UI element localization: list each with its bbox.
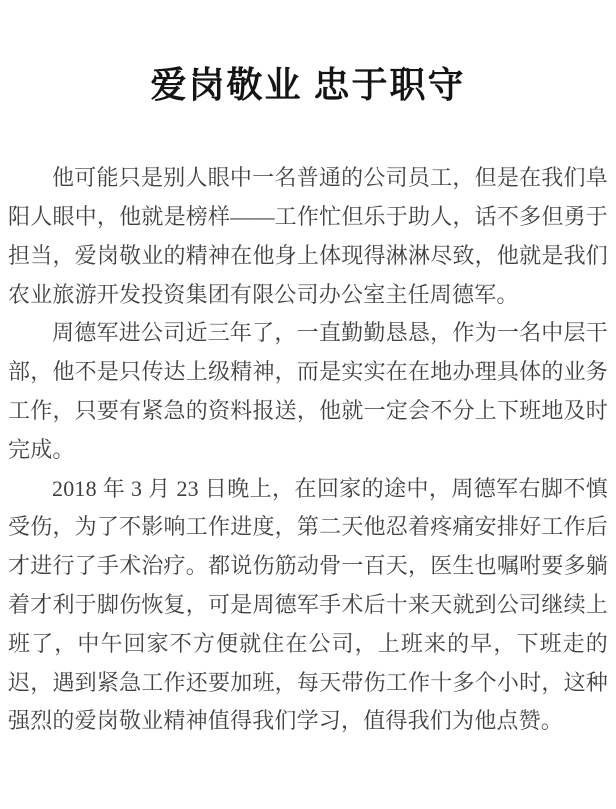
document-page [0,64,616,809]
paragraph-work-ethic: 周德军进公司近三年了，一直勤勤恳恳，作为一名中层干部，他不是只传达上级精神，而是实实在在地办理具体的业务工作，只要有紧急的资料报送，他就一定会不分上下班地及时完成。 [8,320,608,462]
document-body [8,159,608,741]
document-title: 爱岗敬业 忠于职守 [150,65,466,105]
paragraph-injury-story: 2018 年 3 月 23 日晚上，在回家的途中，周德军右脚不慎受伤，为了不影响工作进度，第二天他忍着疼痛安排好工作后才进行了手术治疗。都说伤筋动骨一百天，医生也嘱咐要多躺着才利于脚伤恢复，可是周德军手术后十来天就到公司继续上班了，中午回家不方便就住在公司，上班来的早，下班走的迟，遇到紧急工作还要加班，每天带伤工作十多个小时，这种强烈的爱岗敬业精神值得我们学习，值得我们为他点赞。 [8,475,608,734]
paragraph-intro: 他可能只是别人眼中一名普通的公司员工，但是在我们阜阳人眼中，他就是榜样——工作忙但乐于助人，话不多但勇于担当，爱岗敬业的精神在他身上体现得淋淋尽致，他就是我们农业旅游开发投资集团有限公司办公室主任周德军。 [8,165,608,307]
